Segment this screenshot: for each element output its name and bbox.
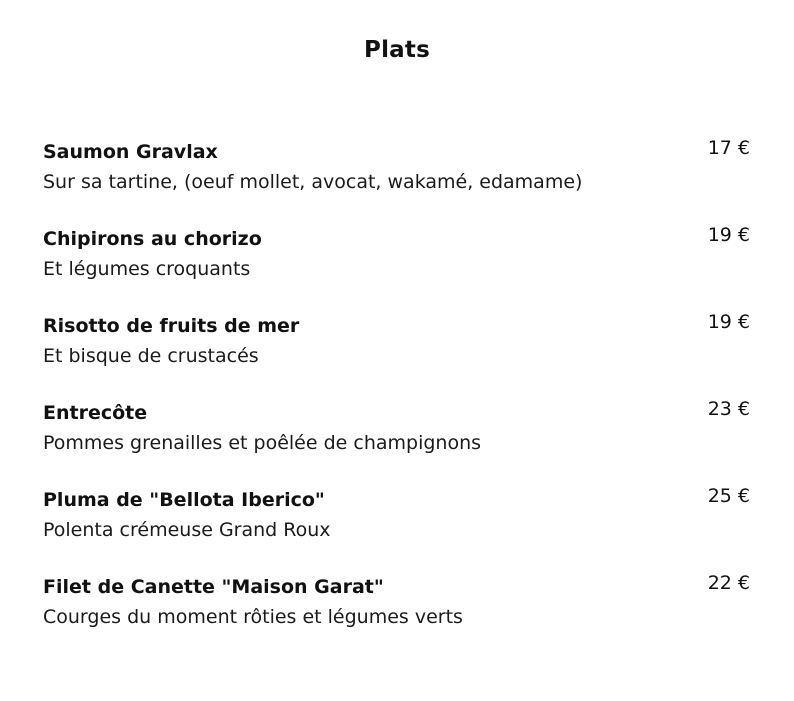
menu-item-list <box>43 138 753 660</box>
menu-item <box>43 225 753 312</box>
dish-description: Et bisque de crustacés <box>43 345 259 367</box>
page-title: Plats <box>364 37 430 63</box>
dish-description: Polenta crémeuse Grand Roux <box>43 519 331 541</box>
dish-price: 19 € <box>707 224 750 246</box>
dish-name: Filet de Canette "Maison Garat" <box>43 576 384 598</box>
dish-description: Sur sa tartine, (oeuf mollet, avocat, wakamé, edamame) <box>43 171 583 193</box>
dish-name: Entrecôte <box>43 402 148 424</box>
dish-description: Et légumes croquants <box>43 258 251 280</box>
dish-description: Courges du moment rôties et légumes verts <box>43 606 463 628</box>
dish-price: 19 € <box>707 311 750 333</box>
dish-price: 22 € <box>707 572 750 594</box>
menu-item <box>43 312 753 399</box>
menu-item <box>43 486 753 573</box>
dish-price: 23 € <box>707 398 750 420</box>
dish-price: 25 € <box>707 485 750 507</box>
menu-item <box>43 138 753 225</box>
dish-price: 17 € <box>707 137 750 159</box>
dish-name: Saumon Gravlax <box>43 141 218 163</box>
menu-item <box>43 399 753 486</box>
dish-description: Pommes grenailles et poêlée de champignons <box>43 432 482 454</box>
dish-name: Pluma de "Bellota Iberico" <box>43 489 325 511</box>
dish-name: Chipirons au chorizo <box>43 228 262 250</box>
menu-item <box>43 573 753 660</box>
dish-name: Risotto de fruits de mer <box>43 315 300 337</box>
